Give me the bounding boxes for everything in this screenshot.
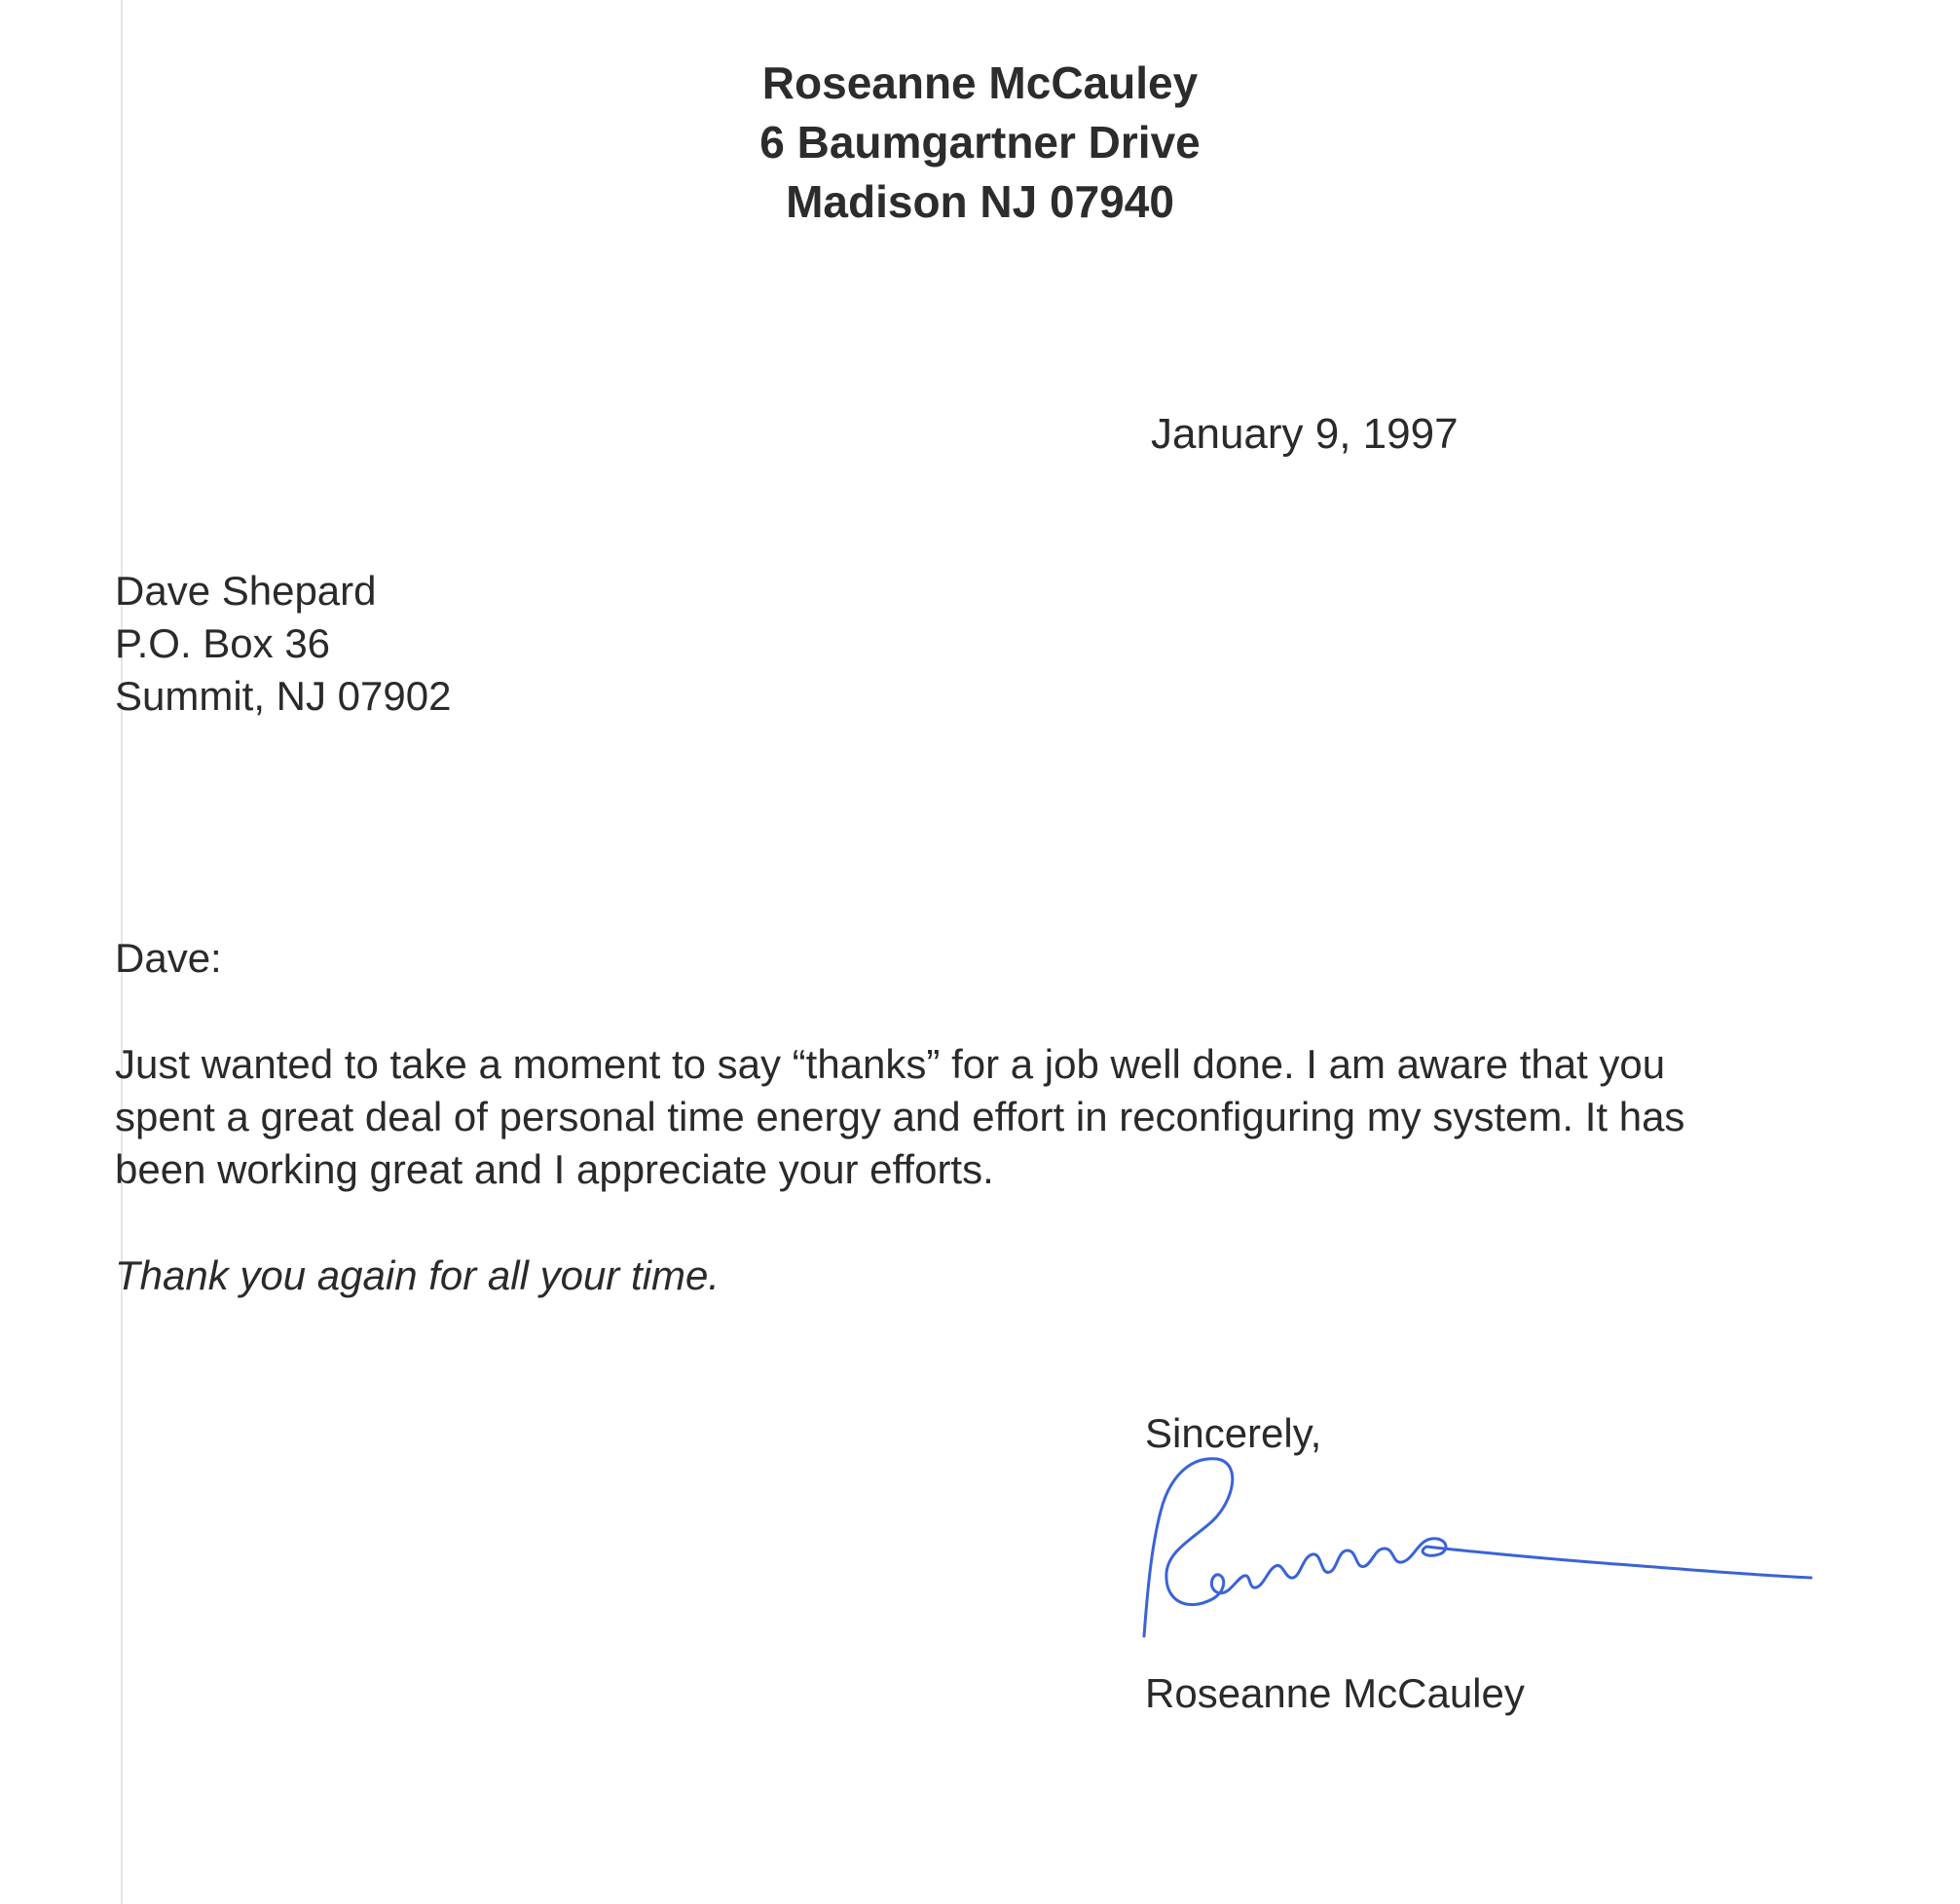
signature-stroke bbox=[1144, 1459, 1811, 1636]
letterhead-name: Roseanne McCauley bbox=[761, 57, 1199, 108]
letterhead-street: 6 Baumgartner Drive bbox=[759, 117, 1201, 168]
recipient-name: Dave Shepard bbox=[115, 568, 377, 614]
recipient-po-box: P.O. Box 36 bbox=[115, 620, 331, 666]
salutation: Dave: bbox=[115, 935, 222, 981]
closing-line: Thank you again for all your time. bbox=[115, 1252, 720, 1298]
letterhead bbox=[0, 54, 1960, 232]
recipient-address bbox=[115, 565, 451, 723]
recipient-city: Summit, NJ 07902 bbox=[115, 673, 452, 719]
letter-body bbox=[115, 1038, 1684, 1196]
signer-name: Roseanne McCauley bbox=[1145, 1670, 1525, 1716]
body-line-3: been working great and I appreciate your efforts. bbox=[115, 1146, 994, 1192]
body-line-1: Just wanted to take a moment to say “thanks” for a job well done. I am aware that you bbox=[115, 1041, 1666, 1087]
body-line-2: spent a great deal of personal time energy and effort in reconfiguring my system. It has bbox=[115, 1094, 1685, 1139]
letter-date: January 9, 1997 bbox=[1151, 410, 1459, 458]
complimentary-close: Sincerely, bbox=[1145, 1410, 1322, 1456]
letterhead-city: Madison NJ 07940 bbox=[786, 176, 1174, 227]
handwritten-signature bbox=[1129, 1441, 1831, 1646]
